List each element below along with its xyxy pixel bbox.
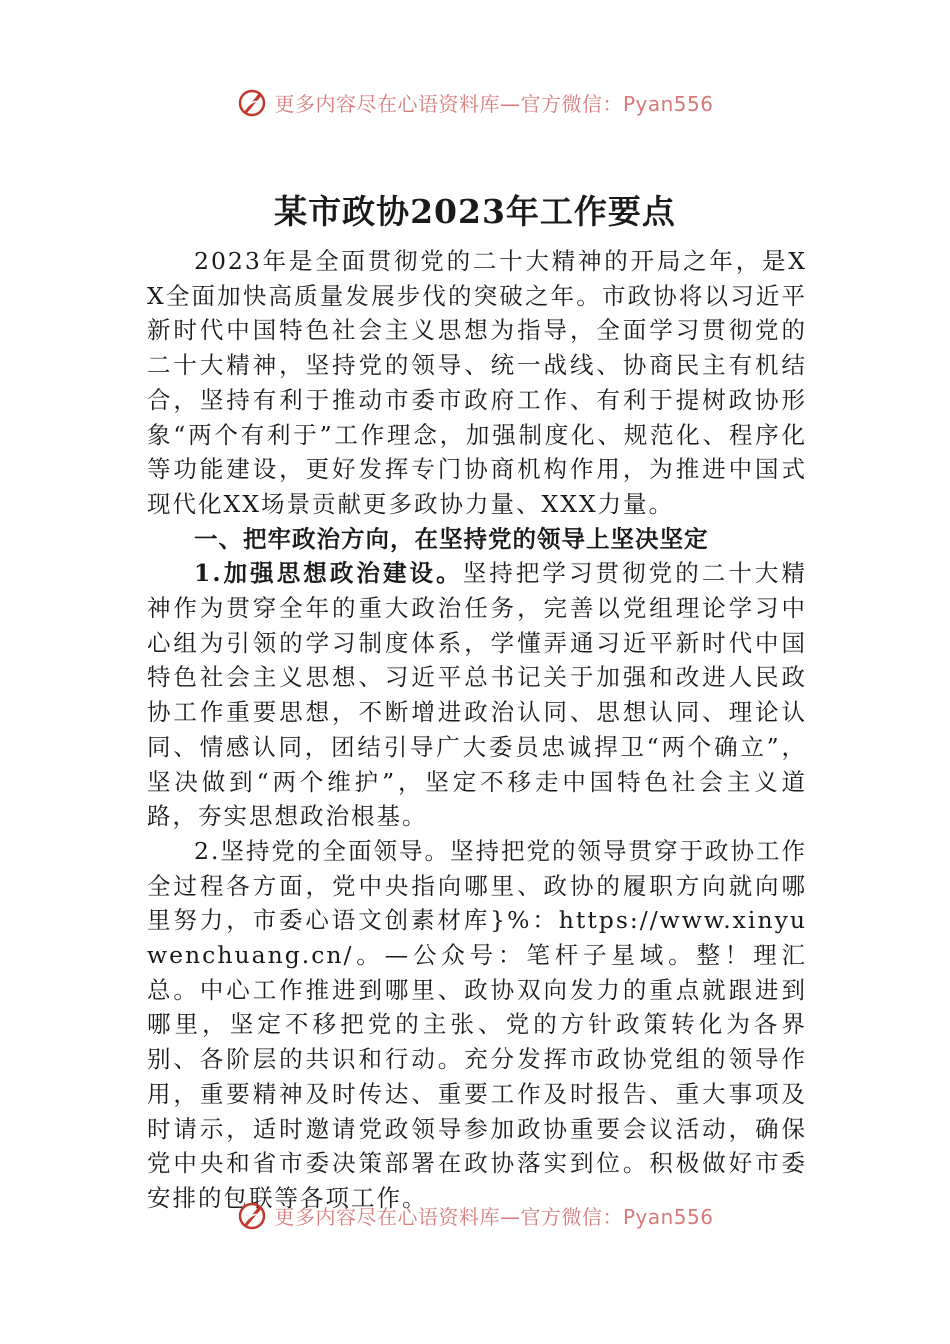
item-body: 坚持把学习贯彻党的二十大精神作为贯穿全年的重大政治任务，完善以党组理论学习中心组为引领的学习制度体系，学懂弄通习近平新时代中国特色社会主义思想、习近平总书记关于加强和改进人民政协工作重要思想，不断增进政治认同、思想认同、理论认同、情感认同，团结引导广大委员忠诚捍卫“两个确立”，坚决做到“两个维护”，坚定不移走中国特色社会主义道路，夯实思想政治根基。	[147, 559, 807, 831]
item-paragraph	[147, 834, 807, 1216]
watermark-text: 更多内容尽在心语资料库—官方微信：Pyan556	[274, 91, 714, 116]
document-title: 某市政协2023年工作要点	[274, 192, 676, 231]
watermark-footer	[0, 1203, 950, 1241]
watermark-header	[0, 82, 950, 122]
document-body	[147, 244, 807, 1216]
quill-logo-icon	[236, 1203, 268, 1231]
item-body: 坚持把党的领导贯穿于政协工作全过程各方面，党中央指向哪里、政协的履职方向就向哪里努力，市委心语文创素材库}%：https://www.xinyuwenchuang.cn/。—公众号：笔杆子星域。整！理汇总。中心工作推进到哪里、政协双向发力的重点就跟进到哪里，坚定不移把党的主张、党的方针政策转化为各界别、各阶层的共识和行动。充分发挥市政协党组的领导作用，重要精神及时传达、重要工作及时报告、重大事项及时请示，适时邀请党政领导参加政协重要会议活动，确保党中央和省市委决策部署在政协落实到位。积极做好市委安排的包联等各项工作。	[147, 836, 808, 1212]
quill-logo-icon	[236, 86, 268, 118]
watermark-text: 更多内容尽在心语资料库—官方微信：Pyan556	[274, 1204, 714, 1229]
item-paragraph	[147, 556, 807, 834]
item-lead: 2.坚持党的全面领导。	[194, 836, 450, 865]
section-heading: 一、把牢政治方向，在坚持党的领导上坚决坚定	[194, 524, 709, 553]
intro-paragraph: 2023年是全面贯彻党的二十大精神的开局之年，是XX全面加快高质量发展步伐的突破之年。市政协将以习近平新时代中国特色社会主义思想为指导，全面学习贯彻党的二十大精神，坚持党的领导、统一战线、协商民主有机结合，坚持有利于推动市委市政府工作、有利于提树政协形象“两个有利于”工作理念，加强制度化、规范化、程序化等功能建设，更好发挥专门协商机构作用，为推进中国式现代化XX场景贡献更多政协力量、XXX力量。	[147, 247, 807, 518]
item-lead: 1.加强思想政治建设。	[194, 559, 463, 588]
